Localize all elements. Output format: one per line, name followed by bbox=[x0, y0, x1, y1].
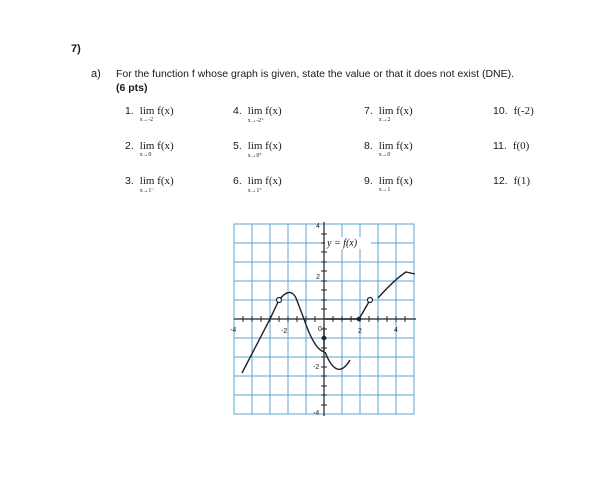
item-expression: lim f(x) bbox=[139, 140, 174, 152]
item-3 bbox=[125, 175, 174, 194]
item-number: 1. bbox=[125, 105, 134, 117]
item-11 bbox=[493, 140, 529, 152]
limit-subscript: x→2 bbox=[378, 117, 391, 123]
item-number: 12. bbox=[493, 175, 508, 187]
function-graph bbox=[232, 222, 418, 418]
item-expression: lim f(x) bbox=[247, 175, 282, 187]
part-label: a) bbox=[91, 68, 101, 80]
curve-label: y = f(x) bbox=[327, 238, 358, 249]
question-prompt: For the function f whose graph is given, state the value or that it does not exist (DNE). bbox=[116, 68, 515, 80]
item-expression: lim f(x) bbox=[378, 105, 413, 117]
item-number: 6. bbox=[233, 175, 242, 187]
item-2 bbox=[125, 140, 174, 158]
item-expression: f(-2) bbox=[513, 105, 534, 117]
curve-dip bbox=[325, 352, 350, 369]
x-tick-label: -2 bbox=[281, 328, 288, 335]
points-label: (6 pts) bbox=[116, 82, 148, 94]
limit-subscript: x→-2⁺ bbox=[247, 118, 264, 124]
item-number: 10. bbox=[493, 105, 508, 117]
filled-point bbox=[357, 317, 362, 322]
x-tick-label: 4 bbox=[394, 327, 398, 334]
item-5 bbox=[233, 140, 282, 159]
item-expression: lim f(x) bbox=[378, 140, 413, 152]
item-8 bbox=[364, 140, 413, 158]
open-point bbox=[277, 298, 282, 303]
x-tick-label: -4 bbox=[230, 327, 237, 334]
item-expression: lim f(x) bbox=[247, 140, 282, 152]
limit-subscript: x→1⁺ bbox=[247, 188, 263, 194]
item-12 bbox=[493, 175, 530, 187]
item-expression: f(0) bbox=[512, 140, 530, 152]
y-tick-label: -2 bbox=[313, 364, 320, 371]
item-10 bbox=[493, 105, 534, 117]
curve-middle-segment bbox=[325, 300, 370, 319]
item-expression: f(1) bbox=[513, 175, 531, 187]
limit-subscript: x→1 bbox=[378, 187, 391, 193]
item-7 bbox=[364, 105, 413, 123]
y-tick-label: 4 bbox=[316, 223, 320, 230]
x-tick-label: 0 bbox=[318, 326, 322, 333]
item-4 bbox=[233, 105, 282, 124]
limit-subscript: x→0 bbox=[378, 152, 391, 158]
question-number: 7) bbox=[71, 43, 81, 55]
limit-subscript: x→-2 bbox=[139, 117, 153, 123]
item-expression: lim f(x) bbox=[247, 105, 282, 117]
item-1 bbox=[125, 105, 174, 123]
item-number: 11. bbox=[493, 140, 507, 152]
limit-subscript: x→1⁻ bbox=[139, 188, 155, 194]
item-expression: lim f(x) bbox=[139, 175, 174, 187]
item-number: 2. bbox=[125, 140, 134, 152]
item-6 bbox=[233, 175, 282, 194]
y-tick-label: -4 bbox=[313, 410, 320, 417]
limit-subscript: x→0 bbox=[139, 152, 152, 158]
item-number: 4. bbox=[233, 105, 242, 117]
item-number: 9. bbox=[364, 175, 373, 187]
y-tick-label: 2 bbox=[316, 274, 320, 281]
limit-subscript: x→0⁺ bbox=[247, 153, 263, 159]
item-expression: lim f(x) bbox=[139, 105, 174, 117]
item-number: 7. bbox=[364, 105, 373, 117]
x-tick-label: 2 bbox=[358, 328, 362, 335]
item-expression: lim f(x) bbox=[378, 175, 413, 187]
item-number: 3. bbox=[125, 175, 134, 187]
item-number: 5. bbox=[233, 140, 242, 152]
item-number: 8. bbox=[364, 140, 373, 152]
item-9 bbox=[364, 175, 413, 193]
filled-point bbox=[322, 336, 327, 341]
open-point bbox=[368, 298, 373, 303]
